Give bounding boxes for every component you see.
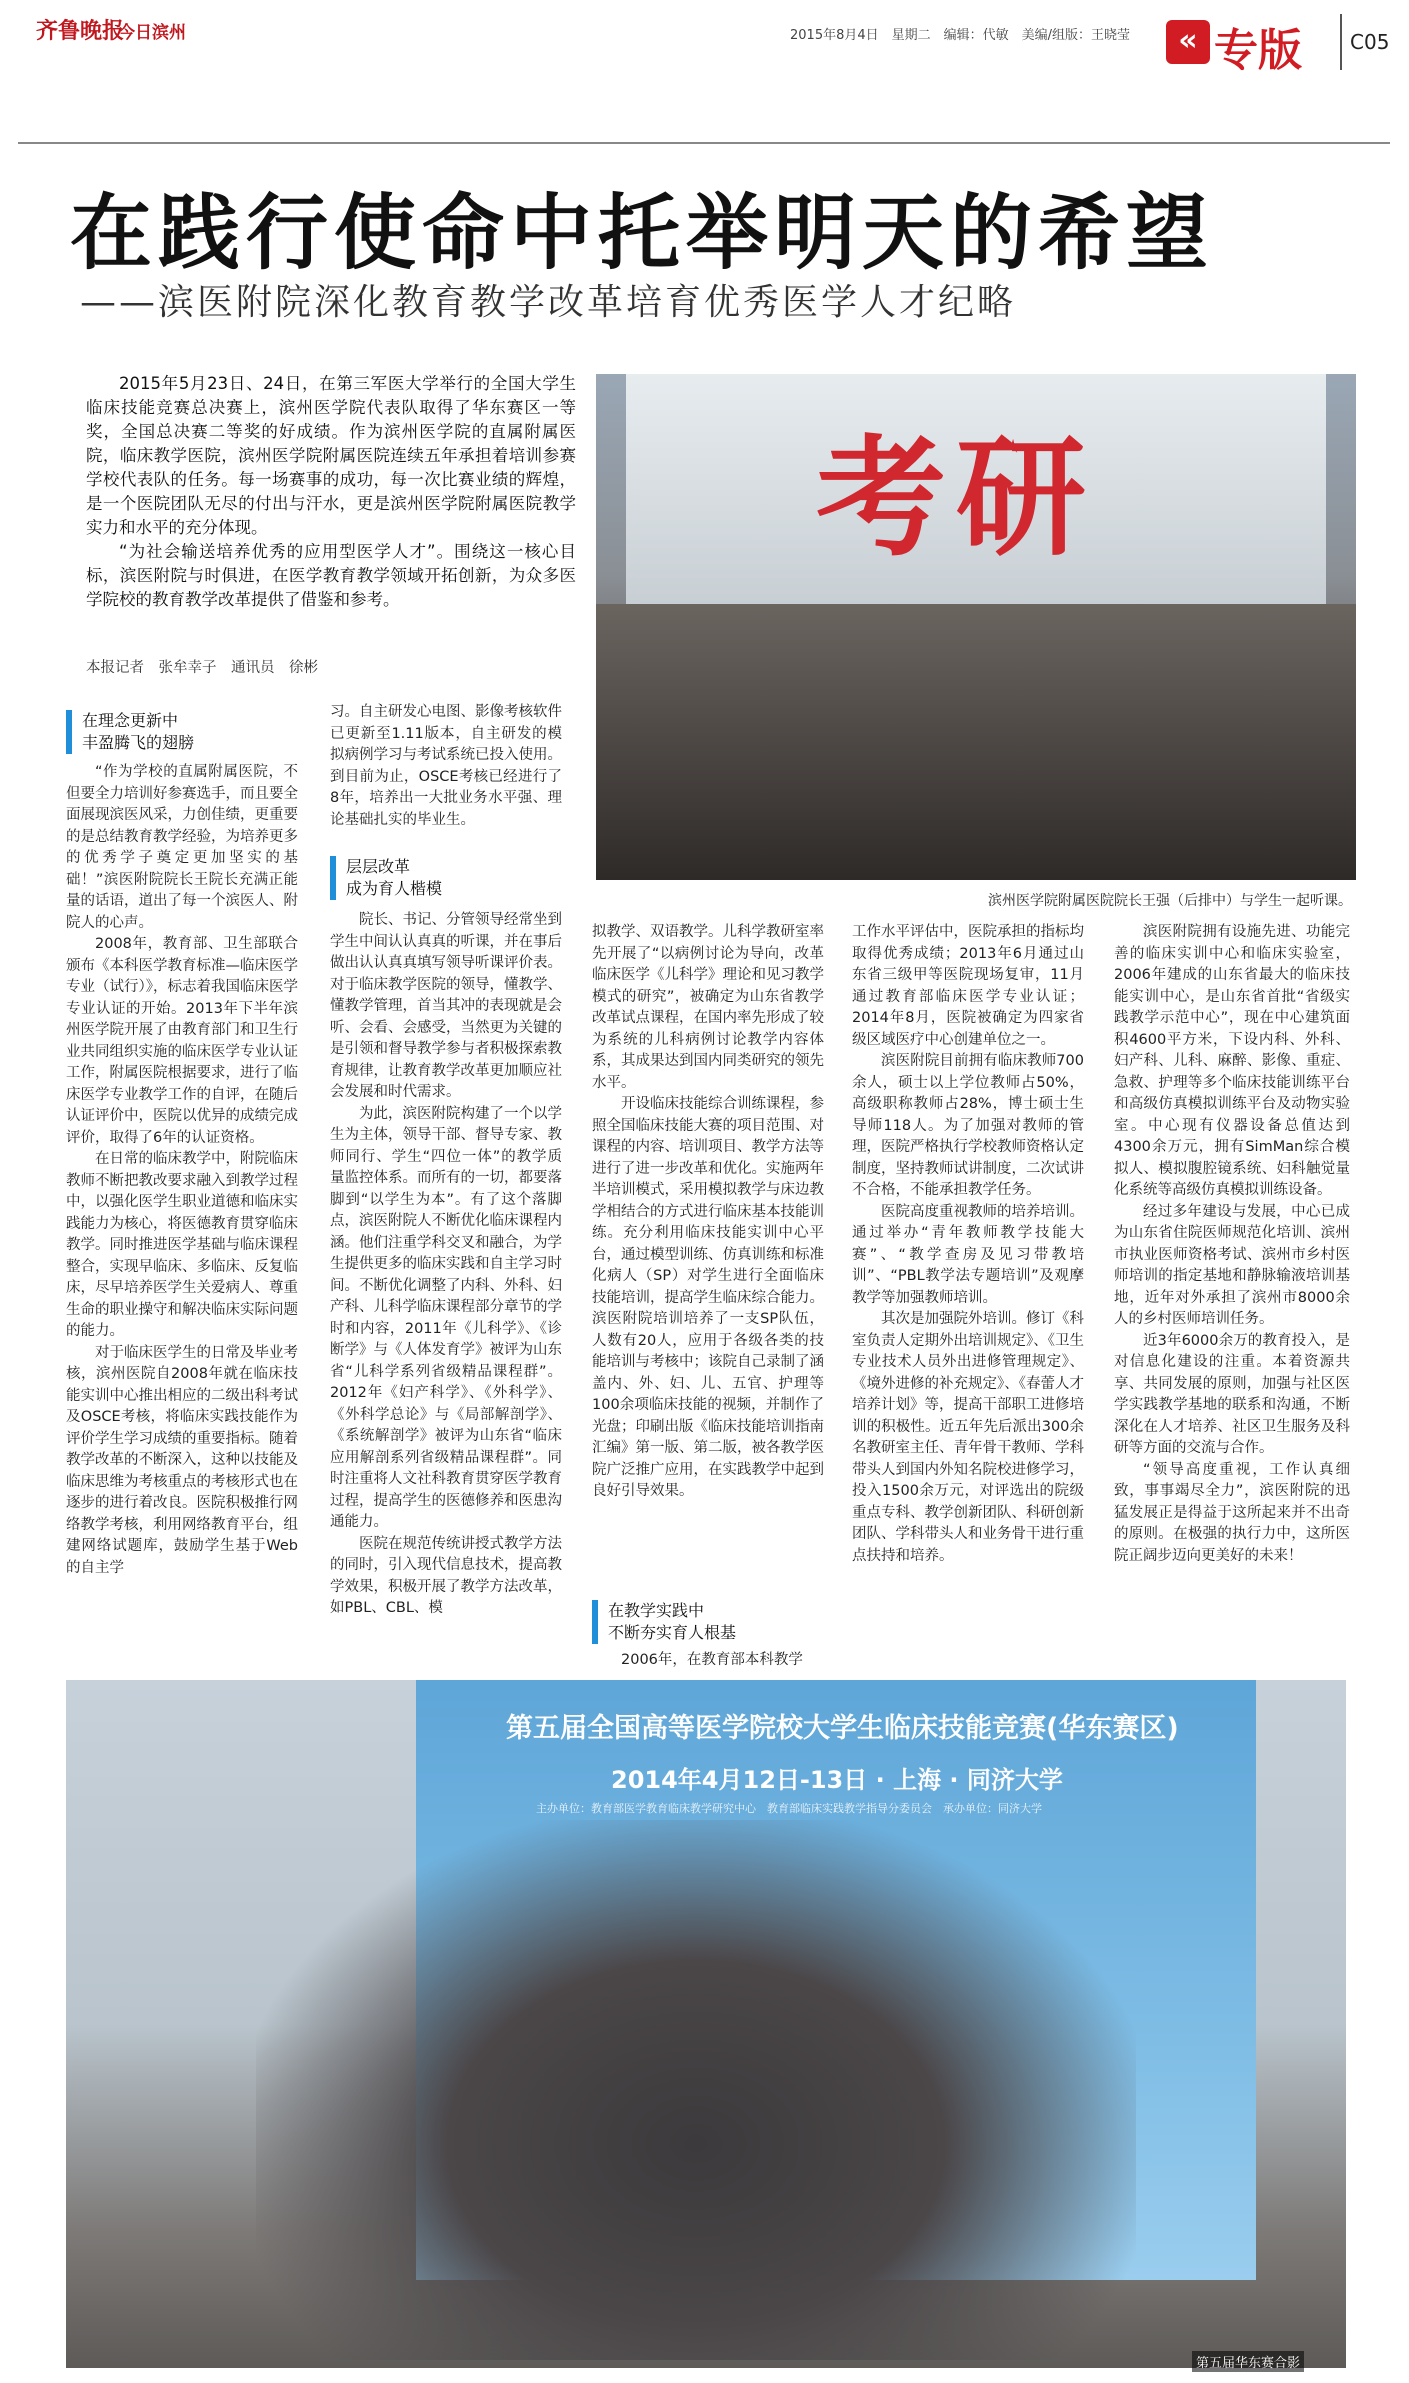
header-divider [1340, 14, 1342, 70]
paragraph: “领导高度重视，工作认真细致，事事竭尽全力”，滨医附院的迅猛发展正是得益于这所起来并不出奇的原则。在极强的执行力中，这所医院正阔步迈向更美好的未来！ [1114, 1461, 1350, 1564]
section-heading-line: 在理念更新中 [82, 711, 179, 730]
section-heading [66, 710, 194, 754]
section-heading-line: 层层改革 [346, 857, 411, 876]
section-heading [330, 856, 442, 900]
section-name: 今日滨州 [118, 23, 186, 43]
section-heading-line: 在教学实践中 [608, 1601, 705, 1620]
paragraph: 2008年，教育部、卫生部联合颁布《本科医学教育标准—临床医学专业（试行）》，标志着我国临床医学专业认证的开始。2013年下半年滨州医学院开展了由教育部门和卫生行业共同组织实施的临床医学专业认证工作，附属医院根据要求，进行了临床医学专业教学工作的自评，在随后认证评价中，医院以优异的成绩完成评价，取得了6年的认证资格。 [66, 936, 298, 1146]
article-title: 在践行使命中托举明天的希望 [70, 186, 1215, 281]
double-chevron-icon: « [1166, 20, 1210, 64]
paragraph: 为此，滨医附院构建了一个以学生为主体，领导干部、督导专家、教师同行、学生“四位一体”的教学质量监控体系。而所有的一切，都要落脚到“以学生为本”。有了这个落脚点，滨医附院人不断优化临床课程内涵。他们注重学科交叉和融合，为学生提供更多的临床实践和自主学习时间。不断优化调整了内科、外科、妇产科、儿科学临床课程部分章节的学时和内容，2011年《儿科学》、《诊断学》与《人体发育学》被评为山东省“儿科学系列省级精品课程群”。2012年《妇产科学》、《外科学》、《外科学总论》与《局部解剖学》、《系统解剖学》被评为山东省“临床应用解剖系列省级精品课程群”。同时注重将人文社科教育贯穿医学教育过程，提高学生的医德修养和医患沟通能力。 [330, 1105, 562, 1530]
group-photo [66, 1680, 1346, 2368]
text-column-3b [592, 1650, 824, 1672]
section-heading-line: 不断夯实育人根基 [608, 1623, 737, 1642]
article-subtitle: ——滨医附院深化教育教学改革培育优秀医学人才纪略 [80, 282, 1017, 323]
text-column-2b [330, 910, 562, 1620]
text-column-4 [852, 922, 1084, 1567]
header-rule [18, 142, 1390, 144]
group-of-people [256, 1820, 1136, 2360]
paragraph: 工作水平评估中，医院承担的指标均取得优秀成绩；2013年6月通过山东省三级甲等医院现场复审，11月通过教育部临床医学专业认证；2014年8月，医院被确定为四家省级区域医疗中心创建单位之一。 [852, 924, 1084, 1048]
paragraph: 在日常的临床教学中，附院临床教师不断把教改要求融入到教学过程中，以强化医学生职业道德和临床实践能力为核心，将医德教育贯穿临床教学。同时推进医学基础与临床课程整合，实现早临床、多临床、反复临床，尽早培养医学生关爱病人、尊重生命的职业操守和解决临床实际问题的能力。 [66, 1151, 298, 1339]
lead-paragraph: “为社会输送培养优秀的应用型医学人才”。围绕这一核心目标，滨医附院与时俱进，在医学教育教学领域开拓创新，为众多医学院校的教育教学改革提供了借鉴和参考。 [86, 542, 576, 609]
lead-text [86, 372, 576, 612]
byline: 本报记者 张牟幸子 通讯员 徐彬 [86, 660, 318, 676]
banner-date: 2014年4月12日-13日 · 上海 · 同济大学 [611, 1766, 1063, 1794]
lead-paragraph: 2015年5月23日、24日，在第三军医大学举行的全国大学生临床技能竞赛总决赛上，滨州医学院代表队取得了华东赛区一等奖，全国总决赛二等奖的好成绩。作为滨州医学院的直属附属医院，临床教学医院，滨州医学院附属医院连续五年承担着培训参赛学校代表队的任务。每一场赛事的成功，每一次比赛业绩的辉煌，是一个医院团队无尽的付出与汗水，更是滨州医学院附属医院教学实力和水平的充分体现。 [86, 374, 576, 537]
section-heading-line: 丰盈腾飞的翅膀 [82, 733, 195, 752]
section-heading [592, 1600, 736, 1644]
paragraph: 院长、书记、分管领导经常坐到学生中间认认真真的听课，并在事后做出认认真真填写领导听课评价表。对于临床教学医院的领导，懂教学、懂教学管理，首当其冲的表现就是会听、会看、会感受，当然更为关键的是引领和督导教学参与者积极探索教育规律，让教育教学改革更加顺应社会发展和时代需求。 [330, 912, 562, 1100]
paragraph: 拟教学、双语教学。儿科学教研室率先开展了“以病例讨论为导向，改革临床医学《儿科学》理论和见习教学模式的研究”，被确定为山东省教学改革试点课程，在国内率先形成了较为系统的儿科病例讨论教学内容体系，其成果达到国内同类研究的领先水平。 [592, 924, 824, 1091]
paragraph: 习。自主研发心电图、影像考核软件已更新至1.11版本，自主研发的模拟病例学习与考试系统已投入使用。到目前为止，OSCE考核已经进行了8年，培养出一大批业务水平强、理论基础扎实的毕业生。 [330, 704, 562, 828]
column-label: 专版 [1214, 25, 1302, 76]
paragraph: “作为学校的直属附属医院，不但要全力培训好参赛选手，而且要全面展现滨医风采，力创佳绩，更重要的是总结教育教学经验，为培养更多的优秀学子奠定更加坚实的基础！”滨医附院院长王院长充满正能量的话语，道出了每一个滨医人、附院人的心声。 [66, 764, 298, 931]
paragraph: 近3年6000余万的教育投入，是对信息化建设的注重。本着资源共享、共同发展的原则，加强与社区医学实践教学基地的联系和沟通，不断深化在人才培养、社区卫生服务及科研等方面的交流与合作。 [1114, 1332, 1350, 1456]
text-column-1 [66, 762, 298, 1579]
paragraph: 医院在规范传统讲授式教学方法的同时，引入现代信息技术，提高教学效果，积极开展了教学方法改革，如PBL、CBL、模 [330, 1535, 562, 1616]
paragraph: 滨医附院目前拥有临床教师700余人，硕士以上学位教师占50%，高级职称教师占28%，博士硕士生导师118人。为了加强对教师的管理，医院严格执行学校教师资格认定制度，坚持教师试讲制度，二次试讲不合格，不能承担教学任务。 [852, 1053, 1084, 1198]
photo-caption: 第五届华东赛合影 [1192, 2351, 1304, 2372]
section-heading-line: 成为育人楷模 [346, 879, 443, 898]
paragraph: 其次是加强院外培训。修订《科室负责人定期外出培训规定》、《卫生专业技术人员外出进修管理规定》、《境外进修的补充规定》、《春蕾人才培养计划》等，提高干部职工进修培训的积极性。近五年先后派出300余名教研室主任、青年骨干教师、学科带头人到国内外知名院校进修学习，投入1500余万元，对评选出的院级重点专科、教学创新团队、科研创新团队、学科带头人和业务骨干进行重点扶持和培养。 [852, 1311, 1084, 1564]
classroom-seats [596, 604, 1356, 880]
paragraph: 2006年，在教育部本科教学 [621, 1652, 803, 1668]
paragraph: 滨医附院拥有设施先进、功能完善的临床实训中心和临床实验室，2006年建成的山东省最大的临床技能实训中心，是山东省首批“省级实践教学示范中心”，现在中心建筑面积4600平方米，下设内科、外科、妇产科、儿科、麻醉、影像、重症、急救、护理等多个临床技能训练平台和高级仿真模拟训练平台及动物实验室。中心现有仪器设备总值达到4300余万元，拥有SimMan综合模拟人、模拟腹腔镜系统、妇科触觉量化系统等高级仿真模拟训练设备。 [1114, 924, 1350, 1198]
paragraph: 医院高度重视教师的培养培训。通过举办“青年教师教学技能大赛”、“教学查房及见习带教培训”、“PBL教学法专题培训”及观摩教学等加强教师培训。 [852, 1203, 1084, 1306]
text-column-2a [330, 702, 562, 831]
paragraph: 对于临床医学生的日常及毕业考核，滨州医院自2008年就在临床技能实训中心推出相应的二级出科考试及OSCE考核，将临床实践技能作为评价学生学习成绩的重要指标。随着教学改革的不断深入，这种以技能及临床思维为考核重点的考核形式也在逐步的进行着改良。医院积极推行网络教学考核，利用网络教育平台，组建网络试题库，鼓励学生基于Web的自主学 [66, 1344, 298, 1576]
banner-organizers: 主办单位：教育部医学教育临床教学研究中心 教育部临床实践教学指导分委员会 承办单位：同济大学 [536, 1802, 1042, 1815]
text-column-5 [1114, 922, 1350, 1567]
issue-meta: 2015年8月4日 星期二 编辑：代敏 美编/组版：王晓莹 [790, 28, 1131, 43]
newspaper-logo: 齐鲁晚报 [36, 18, 125, 44]
board-characters: 考研 [816, 421, 1097, 574]
paragraph: 经过多年建设与发展，中心已成为山东省住院医师规范化培训、滨州市执业医师资格考试、滨州市乡村医师培训的指定基地和静脉输液培训基地，近年对外承担了滨州市8000余人的乡村医师培训任务。 [1114, 1203, 1350, 1327]
paragraph: 开设临床技能综合训练课程，参照全国临床技能大赛的项目范围、对课程的内容、培训项目、教学方法等进行了进一步改革和优化。实施两年半培训模式，采用模拟教学与床边教学相结合的方式进行临床基本技能训练。充分利用临床技能实训中心平台，通过模型训练、仿真训练和标准化病人（SP）对学生进行全面临床技能培训，提高学生临床综合能力。滨医附院培训培养了一支SP队伍，人数有20人，应用于各级各类的技能培训与考核中；该院自己录制了涵盖内、外、妇、儿、五官、护理等100余项临床技能的视频，并制作了光盘；印刷出版《临床技能培训指南汇编》第一版、第二版，被各教学医院广泛推广应用，在实践教学中起到良好引导效果。 [592, 1096, 824, 1499]
banner-title: 第五届全国高等医学院校大学生临床技能竞赛(华东赛区) [506, 1713, 1179, 1744]
text-column-3a [592, 922, 824, 1503]
photo-caption: 滨州医学院附属医院院长王强（后排中）与学生一起听课。 [988, 893, 1352, 909]
page-number: C05 [1350, 30, 1390, 54]
classroom-photo [596, 374, 1356, 880]
